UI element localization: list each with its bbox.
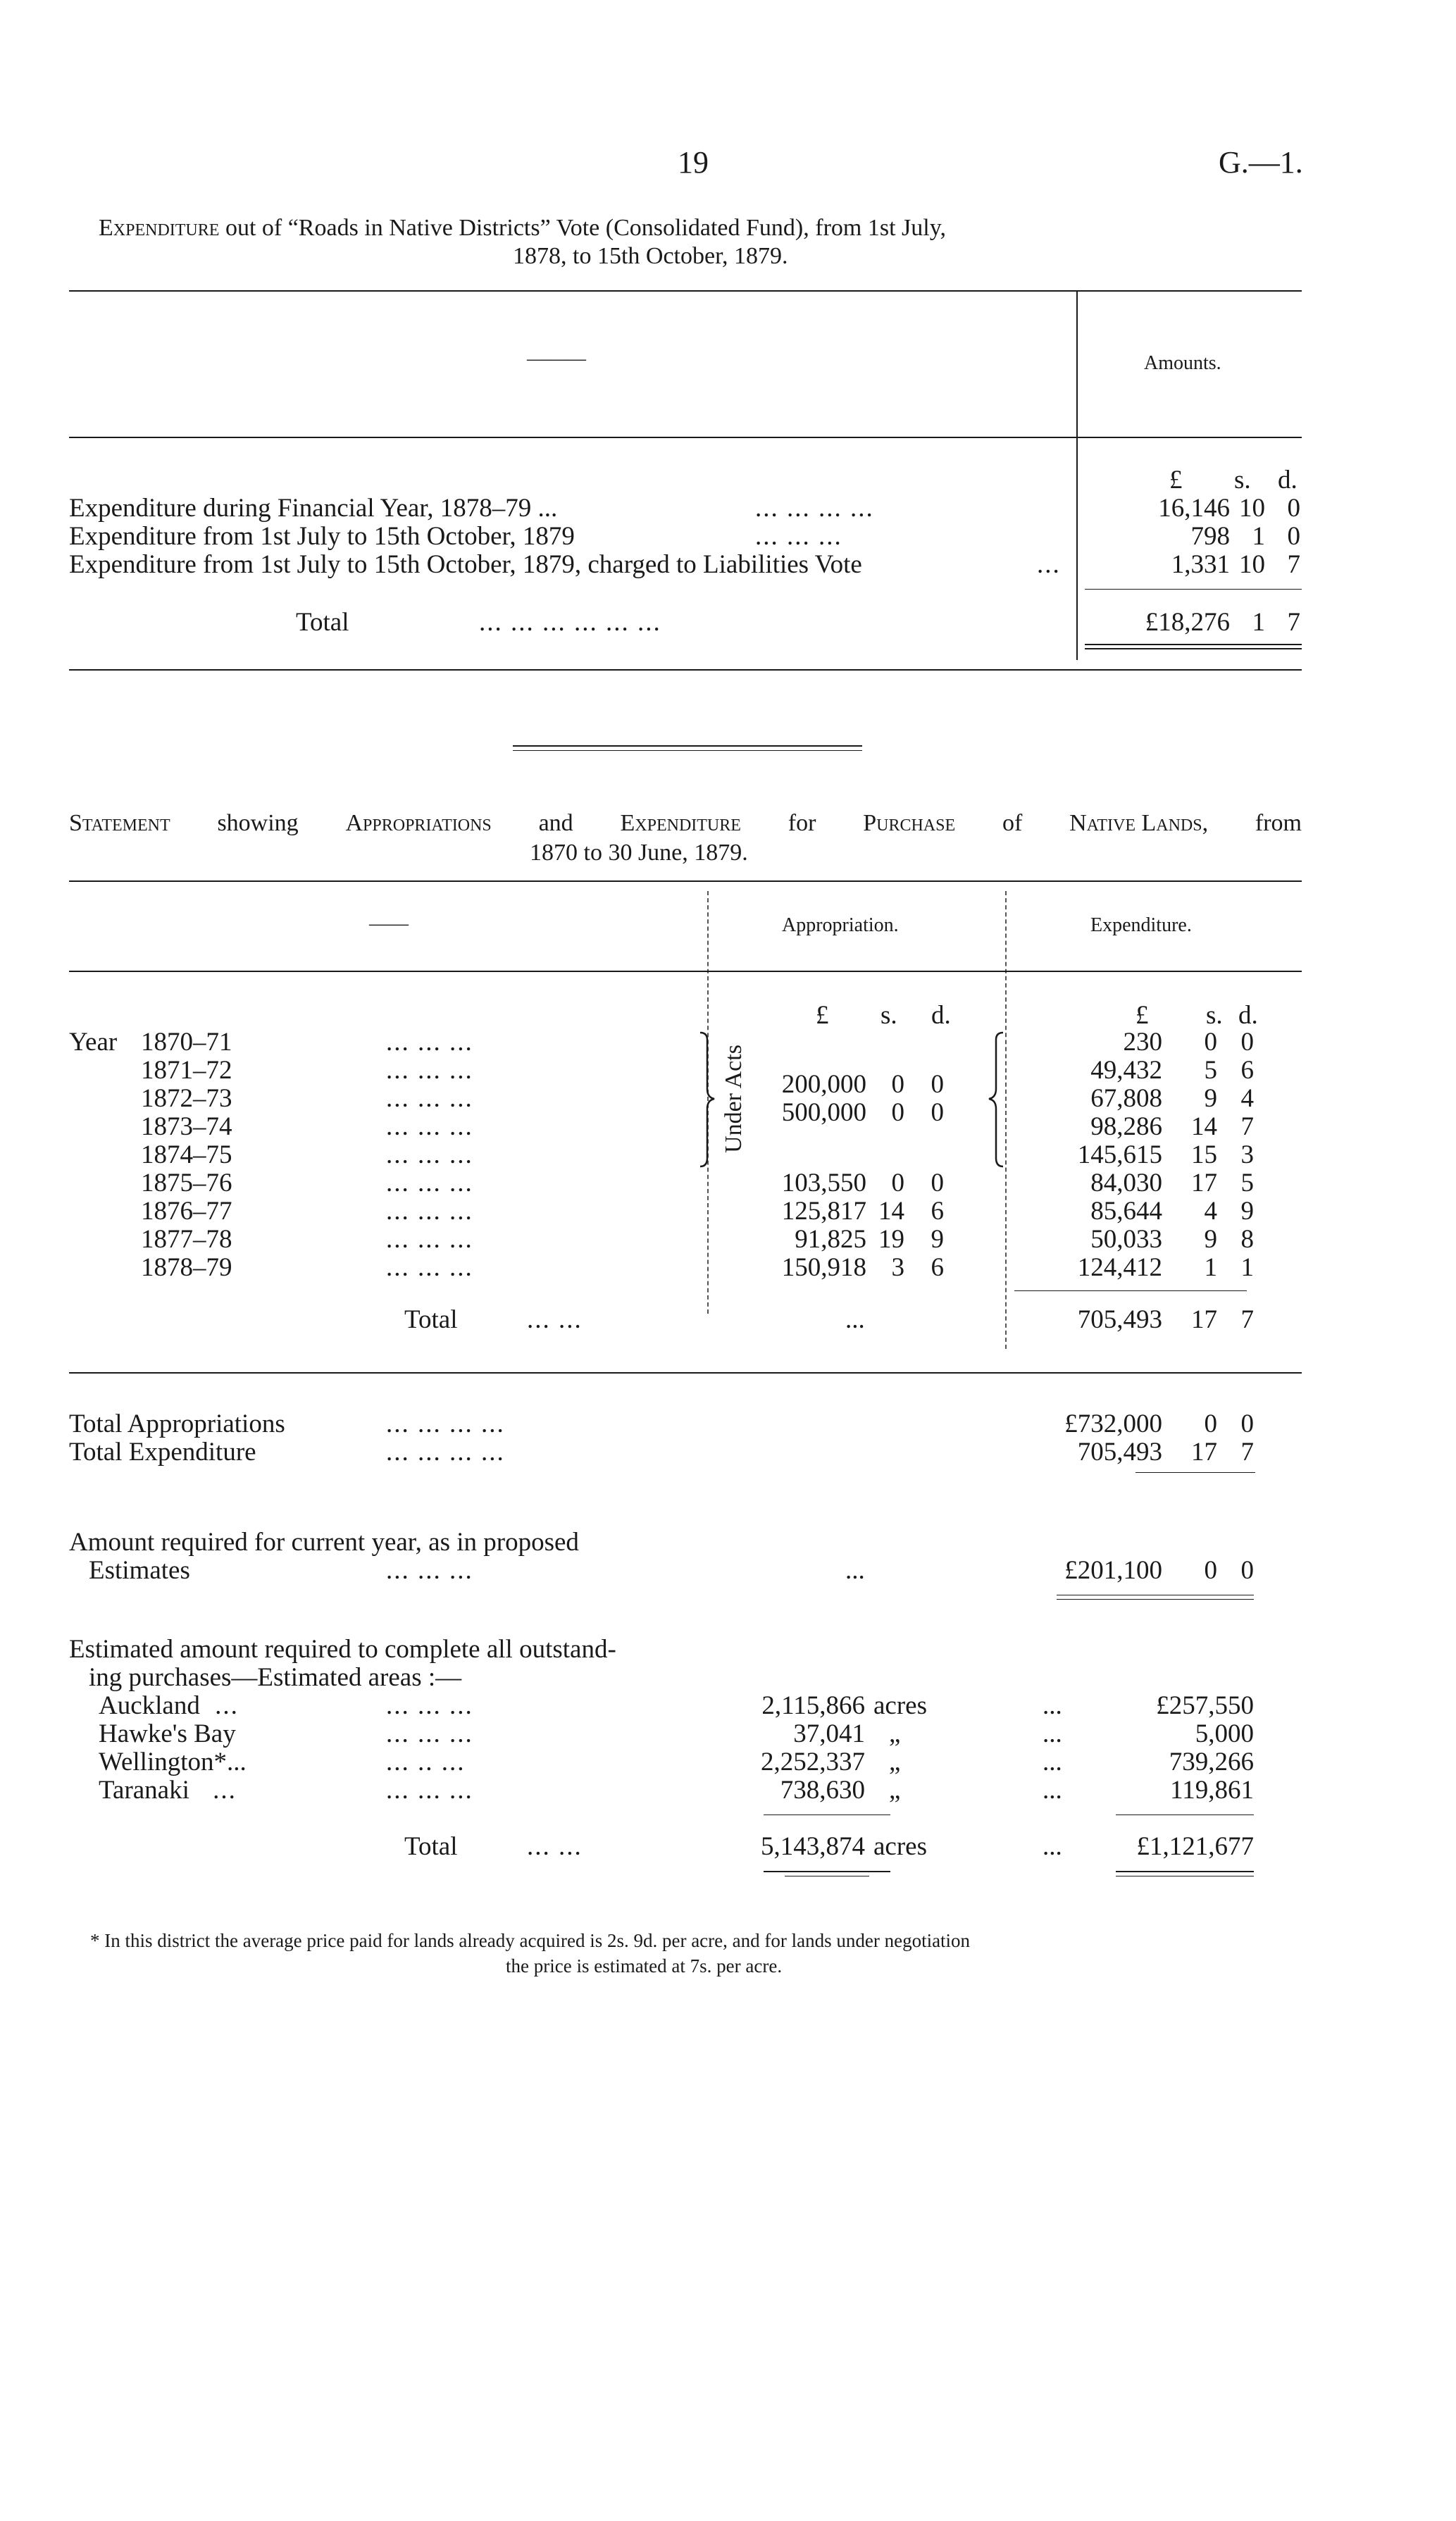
area-unit: acres	[873, 1691, 927, 1720]
year-label: 1878–79	[141, 1253, 232, 1282]
area-total-amount: £1,121,677	[1136, 1832, 1254, 1861]
amount-pence: 7	[1287, 550, 1300, 579]
leader-dots: ...	[1043, 1832, 1062, 1861]
leader-dots: ...	[845, 1556, 865, 1585]
expenditure-pence: 6	[1240, 1056, 1254, 1085]
appropriation-shillings: 0	[891, 1169, 904, 1197]
table1-title-line2: 1878, to 15th October, 1879.	[513, 243, 788, 269]
amount-shillings: 10	[1239, 550, 1265, 579]
right-brace	[981, 1030, 1009, 1171]
expenditure-shillings: 9	[1204, 1084, 1217, 1113]
area-amount: £257,550	[1156, 1691, 1254, 1720]
current-year-label-cont: Estimates	[89, 1556, 190, 1585]
title-lead-word: Expenditure	[99, 215, 220, 241]
leader-dots: ... ... ... ...	[755, 494, 874, 523]
rule	[69, 1372, 1302, 1374]
column-header-blank: ———	[527, 348, 586, 370]
current-year-pounds: £201,100	[1064, 1556, 1162, 1585]
leader-dots: ... ... ...	[386, 1719, 473, 1748]
under-acts-pounds: 500,000	[781, 1098, 866, 1127]
unit-pence: d.	[1238, 1001, 1258, 1030]
total-expenditure-pence: 7	[1240, 1305, 1254, 1334]
total-pounds: £18,276	[1145, 608, 1230, 637]
expenditure-shillings: 1	[1204, 1253, 1217, 1282]
expenditure-pounds: 98,286	[1090, 1112, 1162, 1141]
year-label: 1870–71	[141, 1028, 232, 1057]
footnote: * In this district the average price paid for lands already acquired is 2s. 9d. per acre, and for lands under negotiation	[90, 1930, 971, 1951]
expenditure-pounds: 230	[1123, 1028, 1162, 1057]
appropriation-pence: 6	[931, 1253, 944, 1282]
under-acts-shillings: 0	[891, 1098, 904, 1127]
title-word: for	[788, 810, 816, 836]
appropriation-shillings: 19	[878, 1225, 904, 1254]
unit-shilling: s.	[881, 1001, 897, 1030]
rule	[69, 437, 1302, 438]
unit-shilling: s.	[1206, 1001, 1223, 1030]
total-expenditure-pence: 7	[1240, 1438, 1254, 1467]
leader-dots: ... ... ...	[386, 1556, 473, 1585]
amount-pence: 0	[1287, 522, 1300, 551]
area-name	[99, 1747, 247, 1777]
table-row-label: Expenditure from 1st July to 15th October, 1879, charged to Liabilities Vote	[69, 550, 862, 579]
area-acres: 2,252,337	[761, 1748, 865, 1776]
under-acts-pence: 0	[931, 1098, 944, 1127]
table1-title	[99, 215, 946, 242]
expenditure-pence: 7	[1240, 1112, 1254, 1141]
area-amount: 5,000	[1195, 1719, 1254, 1748]
leader-dots: ... ... ... ...	[386, 1438, 505, 1467]
area-unit: „	[889, 1719, 901, 1748]
title-word: Expenditure	[620, 810, 741, 836]
appropriation-pounds: 125,817	[781, 1197, 866, 1226]
leader-dots: ...	[1043, 1691, 1062, 1720]
total-appropriation: ...	[845, 1305, 865, 1334]
rule	[1014, 1290, 1247, 1291]
title-word: Statement	[69, 810, 170, 836]
area-name-text: Hawke's Bay	[99, 1719, 236, 1748]
leader-dots: ...	[215, 1691, 239, 1720]
leader-dots: ... ... ...	[386, 1056, 473, 1085]
leader-dots: ...	[1043, 1748, 1062, 1776]
year-label: 1876–77	[141, 1197, 232, 1226]
leader-dots: ... ... ...	[386, 1140, 473, 1169]
expenditure-pence: 4	[1240, 1084, 1254, 1113]
expenditure-pounds: 84,030	[1090, 1169, 1162, 1197]
area-total-label: Total	[404, 1832, 458, 1861]
appropriation-pence: 9	[931, 1225, 944, 1254]
rule	[69, 971, 1302, 972]
expenditure-pence: 1	[1240, 1253, 1254, 1282]
area-total-acres: 5,143,874	[761, 1832, 865, 1861]
year-label: 1875–76	[141, 1169, 232, 1197]
rule	[1085, 589, 1302, 590]
section-separator	[513, 745, 862, 747]
year-label: 1874–75	[141, 1140, 232, 1169]
expenditure-pounds: 50,033	[1090, 1225, 1162, 1254]
expenditure-pence: 5	[1240, 1169, 1254, 1197]
area-total-unit: acres	[873, 1832, 927, 1861]
leader-dots: ... ... ...	[386, 1691, 473, 1720]
column-header-expenditure: Expenditure.	[1090, 914, 1192, 936]
area-name-text: Wellington*...	[99, 1748, 247, 1776]
expenditure-pence: 0	[1240, 1028, 1254, 1057]
total-appropriations-label: Total Appropriations	[69, 1409, 285, 1438]
total-expenditure-pounds: 705,493	[1077, 1305, 1162, 1334]
area-name	[99, 1691, 239, 1721]
page-number: 19	[678, 145, 709, 180]
current-year-pence: 0	[1240, 1556, 1254, 1585]
area-unit: „	[889, 1776, 901, 1805]
double-rule	[1116, 1871, 1254, 1872]
title-word: Purchase	[863, 810, 956, 836]
expenditure-pounds: 49,432	[1090, 1056, 1162, 1085]
expenditure-shillings: 9	[1204, 1225, 1217, 1254]
amount-pounds: 16,146	[1158, 494, 1230, 523]
leader-dots: ... ... ... ...	[386, 1409, 505, 1438]
column-divider	[1076, 290, 1078, 660]
title-line1-text: out of “Roads in Native Districts” Vote (Consolidated Fund), from 1st July,	[225, 215, 946, 241]
leader-dots: ... .. ...	[386, 1748, 466, 1776]
leader-dots: ... ... ...	[386, 1028, 473, 1057]
column-header-blank: ——	[369, 913, 409, 935]
double-rule	[764, 1871, 890, 1872]
total-label: Total	[296, 608, 349, 637]
expenditure-pounds: 124,412	[1077, 1253, 1162, 1282]
title-word: of	[1002, 810, 1023, 836]
appropriation-shillings: 14	[878, 1197, 904, 1226]
double-rule	[1057, 1599, 1254, 1600]
unit-pence: d.	[1278, 466, 1298, 494]
footnote-cont: the price is estimated at 7s. per acre.	[506, 1955, 783, 1977]
expenditure-pounds: 67,808	[1090, 1084, 1162, 1113]
title-word: showing	[217, 810, 299, 836]
area-acres: 37,041	[793, 1719, 865, 1748]
appropriation-shillings: 3	[891, 1253, 904, 1282]
double-rule	[1085, 648, 1302, 649]
unit-pound: £	[1169, 466, 1183, 494]
total-appropriations-pence: 0	[1240, 1409, 1254, 1438]
area-acres: 2,115,866	[761, 1691, 865, 1720]
current-year-label: Amount required for current year, as in proposed	[69, 1528, 579, 1557]
expenditure-shillings: 14	[1191, 1112, 1217, 1141]
unit-pound: £	[1135, 1001, 1149, 1030]
rule	[69, 290, 1302, 292]
expenditure-pounds: 145,615	[1077, 1140, 1162, 1169]
current-year-shillings: 0	[1204, 1556, 1217, 1585]
year-prefix: Year	[69, 1028, 118, 1057]
total-expenditure-label: Total Expenditure	[69, 1438, 256, 1467]
expenditure-shillings: 0	[1204, 1028, 1217, 1057]
leader-dots: ... ... ...	[386, 1225, 473, 1254]
unit-shilling: s.	[1234, 466, 1251, 494]
unit-pound: £	[816, 1001, 829, 1030]
area-name-text: Taranaki	[99, 1776, 189, 1805]
under-acts-shillings: 0	[891, 1070, 904, 1099]
section-separator	[513, 750, 862, 751]
rule	[69, 669, 1302, 671]
title-word: Appropriations	[345, 810, 492, 836]
total-label: Total	[404, 1305, 458, 1334]
leader-dots: ... ...	[527, 1305, 583, 1334]
area-amount: 739,266	[1169, 1748, 1254, 1776]
appropriation-pounds: 91,825	[795, 1225, 866, 1254]
amount-shillings: 10	[1239, 494, 1265, 523]
area-name	[99, 1719, 236, 1749]
expenditure-shillings: 4	[1204, 1197, 1217, 1226]
leader-dots: ...	[1043, 1776, 1062, 1805]
estimated-label: Estimated amount required to complete all outstand-	[69, 1635, 616, 1664]
under-acts-pounds: 200,000	[781, 1070, 866, 1099]
under-acts-pence: 0	[931, 1070, 944, 1099]
year-label: 1877–78	[141, 1225, 232, 1254]
appropriation-pence: 0	[931, 1169, 944, 1197]
title-word: and	[538, 810, 573, 836]
table2-title	[69, 810, 1302, 837]
total-appropriations-pounds: £732,000	[1064, 1409, 1162, 1438]
column-header-amounts: Amounts.	[1144, 352, 1221, 374]
double-rule	[1085, 644, 1302, 645]
expenditure-pence: 3	[1240, 1140, 1254, 1169]
table2-title-line2: 1870 to 30 June, 1879.	[530, 840, 748, 866]
leader-dots: ... ... ...	[386, 1776, 473, 1805]
leader-dots: ... ... ...	[386, 1112, 473, 1141]
amount-shillings: 1	[1252, 522, 1265, 551]
leader-dots: ...	[1043, 1719, 1062, 1748]
leader-dots: ... ... ... ... ... ...	[479, 608, 661, 637]
area-name	[99, 1775, 237, 1805]
total-expenditure-shillings: 17	[1191, 1438, 1217, 1467]
series-code: G.—1.	[1219, 145, 1303, 180]
appropriation-pounds: 150,918	[781, 1253, 866, 1282]
under-acts-label: Under Acts	[721, 1045, 747, 1153]
leader-dots: ... ...	[527, 1832, 583, 1861]
leader-dots: ...	[213, 1776, 237, 1805]
year-label: 1871–72	[141, 1056, 232, 1085]
estimated-label-cont: ing purchases—Estimated areas :—	[89, 1663, 462, 1692]
left-brace	[695, 1030, 723, 1171]
title-word: Native Lands,	[1069, 810, 1209, 836]
leader-dots: ...	[1037, 550, 1061, 579]
amount-pence: 0	[1287, 494, 1300, 523]
amount-pounds: 1,331	[1171, 550, 1230, 579]
column-header-appropriation: Appropriation.	[782, 914, 899, 936]
leader-dots: ... ... ...	[755, 522, 842, 551]
appropriation-pence: 6	[931, 1197, 944, 1226]
table-row-label: Expenditure during Financial Year, 1878–79 ...	[69, 494, 558, 523]
area-acres: 738,630	[780, 1776, 865, 1805]
expenditure-shillings: 5	[1204, 1056, 1217, 1085]
expenditure-pounds: 85,644	[1090, 1197, 1162, 1226]
area-name-text: Auckland	[99, 1691, 200, 1720]
appropriation-pounds: 103,550	[781, 1169, 866, 1197]
expenditure-shillings: 15	[1191, 1140, 1217, 1169]
area-unit: „	[889, 1748, 901, 1776]
rule	[1135, 1472, 1255, 1473]
leader-dots: ... ... ...	[386, 1197, 473, 1226]
title-word: from	[1255, 810, 1302, 836]
expenditure-pence: 9	[1240, 1197, 1254, 1226]
amount-pounds: 798	[1190, 522, 1230, 551]
leader-dots: ... ... ...	[386, 1253, 473, 1282]
total-shillings: 1	[1252, 608, 1265, 637]
total-expenditure-pounds: 705,493	[1077, 1438, 1162, 1467]
leader-dots: ... ... ...	[386, 1084, 473, 1113]
area-amount: 119,861	[1170, 1776, 1254, 1805]
unit-pence: d.	[931, 1001, 951, 1030]
expenditure-shillings: 17	[1191, 1169, 1217, 1197]
expenditure-pence: 8	[1240, 1225, 1254, 1254]
total-pence: 7	[1287, 608, 1300, 637]
rule	[69, 880, 1302, 882]
table-row-label: Expenditure from 1st July to 15th October, 1879	[69, 522, 575, 551]
total-appropriations-shillings: 0	[1204, 1409, 1217, 1438]
total-expenditure-shillings: 17	[1191, 1305, 1217, 1334]
year-label: 1872–73	[141, 1084, 232, 1113]
year-label: 1873–74	[141, 1112, 232, 1141]
leader-dots: ... ... ...	[386, 1169, 473, 1197]
